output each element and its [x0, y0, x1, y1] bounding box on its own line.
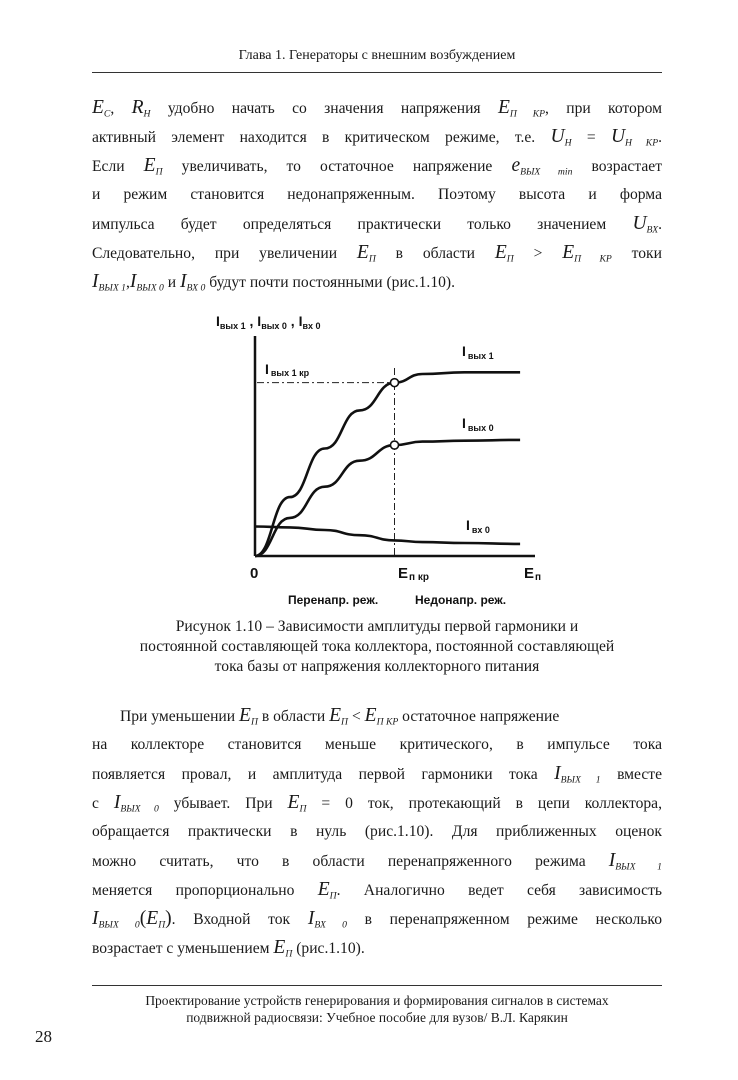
p2-line-1: При уменьшении $E_П$ в области $E_П < E_{П КР}$ остаточное напряжение: [120, 705, 560, 728]
y-axis-label: $I_{вых 1}$ , $I_{вых 0}$ , $I_{вх 0}$: [216, 313, 321, 331]
p1-line-3: Если $E_П$ увеличивать, то остаточное напряжение $e_{ВЫХ min}$ возрастает: [92, 155, 662, 178]
label-ivyh0: I $_{вых 0}$: [462, 415, 494, 433]
figure-1-10: [210, 308, 555, 613]
footer-line-2: подвижной радиосвязи: Учебное пособие для вузов/ В.Л. Карякин: [186, 1010, 568, 1025]
p2-line-2: на коллекторе становится меньше критического, в импульсе тока: [92, 736, 662, 753]
region-label-overvoltage: Перенапр. реж.: [288, 593, 379, 607]
figure-caption: [92, 617, 662, 677]
critical-point-ivyh0: [391, 441, 399, 449]
p1-line-6: Следовательно, при увеличении $E_П$ в области $E_П > E_{П КР}$ токи: [92, 242, 662, 265]
label-ivyh1: I $_{вых 1}$: [462, 343, 494, 361]
footer: [92, 992, 662, 1026]
paragraph-1: [92, 93, 662, 296]
footer-rule: [92, 985, 662, 986]
caption-line-3: тока базы от напряжения коллекторного питания: [214, 658, 540, 675]
p2-line-8: $I_{ВЫХ 0}(E_П)$. Входной ток $I_{ВХ 0}$ в перенапряженном режиме несколько: [92, 908, 662, 931]
p1-line-4: и режим становится недонапряженным. Поэтому высота и форма: [92, 186, 662, 203]
p1-line-1: $E_C$, $R_H$ удобно начать со значения напряжения $E_{П КР}$, при котором: [92, 97, 662, 120]
p2-line-4: с $I_{ВЫХ 0}$ убывает. При $E_П = 0$ ток, протекающий в цепи коллектора,: [92, 792, 662, 815]
region-label-undervoltage: Недонапр. реж.: [415, 593, 507, 607]
p2-line-6: можно считать, что в области перенапряженного режима $I_{ВЫХ 1}$: [92, 850, 662, 873]
caption-line-2: постоянной составляющей тока коллектора, постоянной составляющей: [139, 638, 615, 655]
p2-line-7: меняется пропорционально $E_П$. Аналогично ведет себя зависимость: [92, 879, 662, 902]
p2-line-3: появляется провал, и амплитуда первой гармоники тока $I_{ВЫХ 1}$ вместе: [92, 763, 662, 786]
label-ivh0: I $_{вх 0}$: [466, 517, 490, 535]
p2-line-9: возрастает с уменьшением $E_П$ (рис.1.10).: [92, 937, 365, 960]
p1-line-7: $I_{ВЫХ 1},I_{ВЫХ 0}$ и $I_{ВХ 0}$ будут почти постоянными (рис.1.10).: [92, 271, 456, 294]
origin-label: 0: [250, 565, 259, 582]
p1-line-2: активный элемент находится в критическом режиме, т.е. $U_H = U_{H КР}$.: [92, 126, 662, 149]
x-tick-epkr: Eп кр: [398, 565, 429, 583]
running-header: Глава 1. Генераторы с внешним возбуждением: [238, 48, 516, 63]
header-rule: [92, 72, 662, 73]
series-ivyh0-line: [255, 440, 520, 556]
footer-line-1: Проектирование устройств генерирования и формирования сигналов в системах: [145, 993, 609, 1008]
page-number: 28: [35, 1027, 52, 1046]
critical-point-ivyh1: [391, 379, 399, 387]
p1-line-5: импульса будет определяться практически только значением $U_{ВХ}$.: [92, 213, 662, 236]
x-axis-label: Eп: [524, 565, 542, 583]
p2-line-5: обращается практически в нуль (рис.1.10). Для приближенных оценок: [92, 823, 662, 840]
label-ivyh1kr: Iвых 1 кр: [265, 361, 310, 378]
caption-line-1: Рисунок 1.10 – Зависимости амплитуды первой гармоники и: [175, 618, 579, 635]
paragraph-2: [92, 701, 662, 962]
